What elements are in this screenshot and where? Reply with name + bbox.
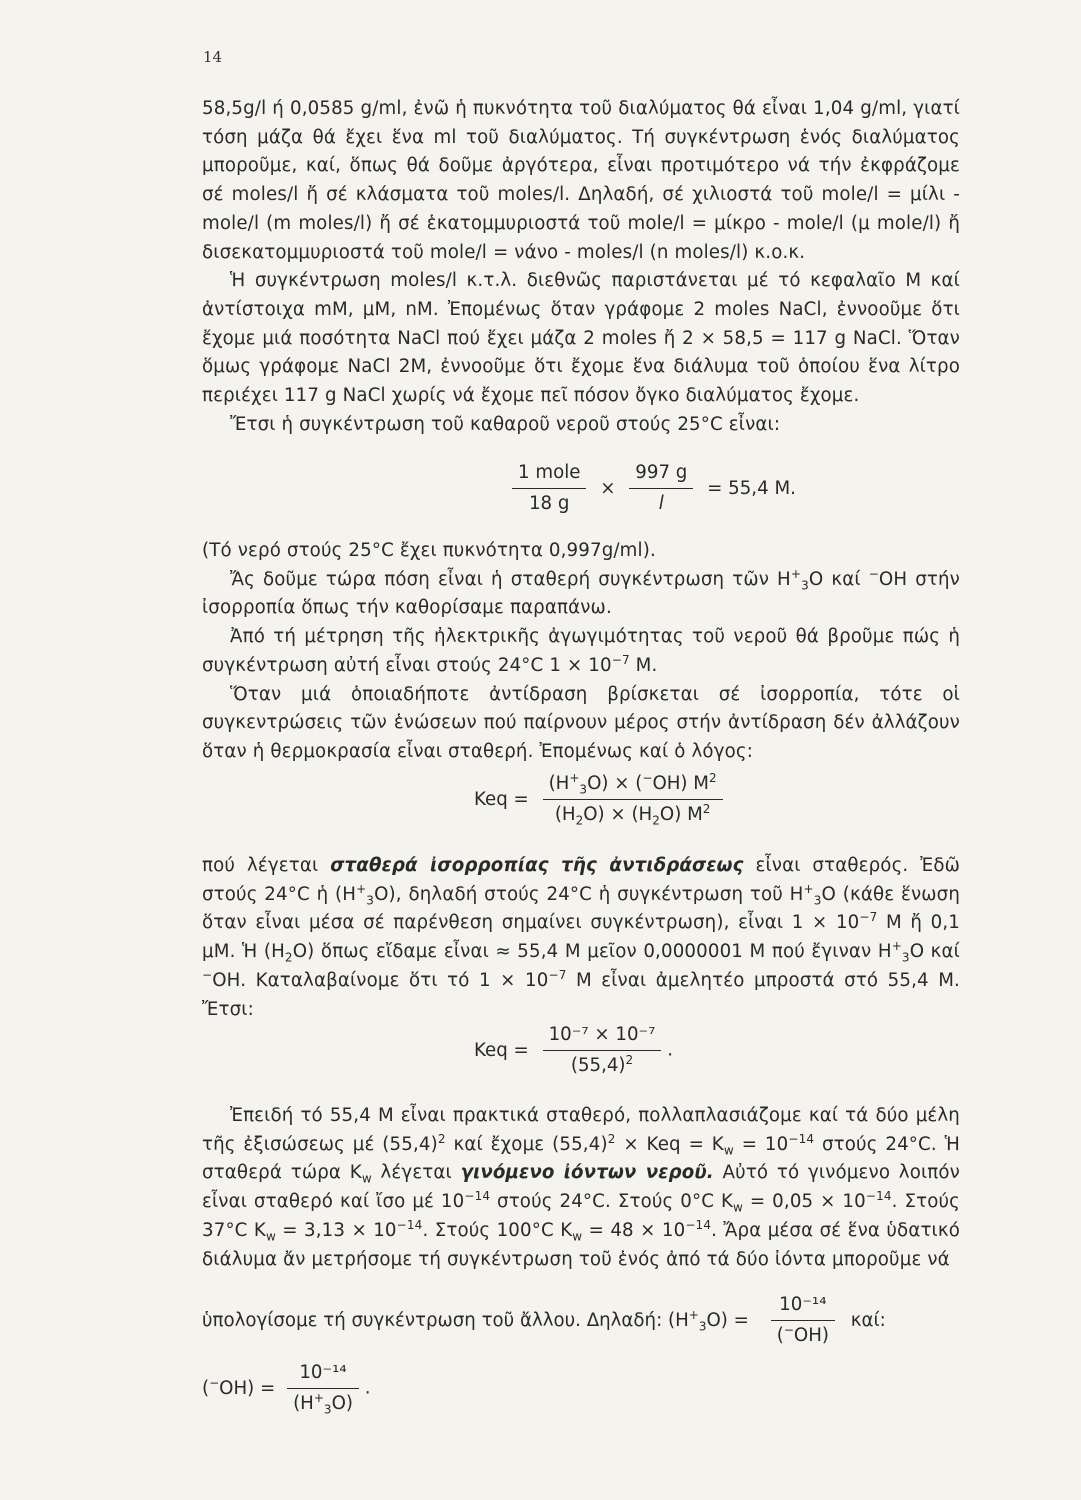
paragraph-8: πού λέγεται σταθερά ἰσορροπίας τῆς ἀντιδράσεως εἶναι σταθερός. Ἐδῶ στούς 24°C ἡ $(H^+_3O)$, δηλαδή στούς 24°C ἡ συγκέντρωση τοῦ $H^+_3O$ (κάθε ἕνωση ὅταν εἶναι μέσα σέ παρένθεση σημαίνει συγκέντρωση), εἶναι $1 \times 10^{-7}$ M ἤ 0,1 μM. Ἡ $(H_2O)$ ὅπως εἴδαμε εἶναι ≈ 55,4 M μεῖον 0,0000001 M πού ἔγιναν $H^+_3O$ καί −OH. Καταλαβαίνομε ὅτι τό $1 \times 10^{-7}$ M εἶναι ἀμελητέο μπροστά στό 55,4 M. Ἔτσι: [202,855,961,1020]
text-block-1 [202,95,960,439]
paragraph-7: Ὅταν μιά ὁποιαδήποτε ἀντίδραση βρίσκεται σέ ἰσορροπία, τότε οἱ συγκεντρώσεις τῶν ἑνώσεων πού παίρνουν μέρος στήν ἀντίδραση δέν ἀλλάζουν ὅταν ἡ θερμοκρασία εἶναι σταθερή. Ἐπομένως καί ὁ λόγος: [202,683,960,762]
fraction-mole-per-gram: $\frac{\text{1 mole}}{18 g}$ [512,458,586,519]
equation-molarity-water: $\frac{\text{1 mole}}{18 g}$ × $\frac{997 g}{l}$ = 55,4 M. [512,458,804,519]
fraction-keq: $\frac{(H^+_3O) \times (^-OH) M^2}{(H_2O) \times (H_2O) M^2}$ [543,769,723,830]
paragraph-6: Ἀπό τή μέτρηση τῆς ἠλεκτρικῆς ἀγωγιμότητας τοῦ νεροῦ θά βροῦμε πώς ἡ συγκέντρωση αὐτή εἶναι στούς 24°C $1 \times 10^{-7}$ M. [202,626,960,676]
paragraph-9: Ἐπειδή τό 55,4 M εἶναι πρακτικά σταθερό, πολλαπλασιάζομε καί τά δύο μέλη τῆς ἐξισώσεως μέ $(55,4)^2$ καί ἔχομε $(55,4)^2$ × Keq = $K_w = 10^{-14}$ στούς 24°C. Ἡ σταθερά τώρα $K_w$ λέγεται γινόμενο ἰόντων νεροῦ. Αὐτό τό γινόμενο λοιπόν εἶναι σταθερό καί ἴσο μέ $10^{-14}$ στούς 24°C. Στούς 0°C $K_w = 0,05 \times 10^{-14}$. Στούς 37°C $K_w = 3,13 \times 10^{-14}$. Στούς 100°C $K_w = 48 \times 10^{-14}$. Ἄρα μέσα σέ ἕνα ὑδατικό διάλυμα ἄν μετρήσομε τή συγκέντρωση τοῦ ἑνός ἀπό τά δύο ἰόντα μποροῦμε νά [202,1105,961,1270]
text-block-4 [202,1102,960,1274]
paragraph-4: (Τό νερό στούς 25°C ἔχει πυκνότητα 0,997g/ml). [202,540,656,561]
equation-oh: (−OH) = $\frac{\text{10⁻¹⁴}}{(H^+_3O)}$ . [202,1358,371,1419]
page-number: 14 [203,48,223,66]
final-line: ὑπολογίσομε τή συγκέντρωση τοῦ ἄλλου. Δηλαδή: $(H^+_3O)$ = $\frac{\text{10⁻¹⁴}}{(^-OH)}$ καί: [202,1290,886,1351]
text-block-3 [202,852,960,1024]
paragraph-3: Ἔτσι ἡ συγκέντρωση τοῦ καθαροῦ νεροῦ στούς 25°C εἶναι: [230,413,781,435]
equation-keq-definition: Keq = $\frac{(H^+_3O) \times (^-OH) M^2}{(H_2O) \times (H_2O) M^2}$ [474,769,723,830]
fraction-h3o: $\frac{\text{10⁻¹⁴}}{(^-OH)}$ [771,1290,835,1351]
equation-keq-numeric: Keq = $\frac{\text{10⁻⁷ × 10⁻⁷}}{(55,4)^2}$ . [474,1020,673,1081]
text-block-2 [202,537,960,767]
fraction-oh: $\frac{\text{10⁻¹⁴}}{(H^+_3O)}$ [287,1358,359,1419]
fraction-gram-per-litre: $\frac{997 g}{l}$ [629,458,693,519]
paragraph-1: 58,5g/l ή 0,0585 g/ml, ἐνῶ ἡ πυκνότητα τοῦ διαλύματος θά εἶναι 1,04 g/ml, γιατί τόση μάζα θά ἔχει ἕνα ml τοῦ διαλύματος. Τή συγκέντρωση ἑνός διαλύματος μποροῦμε, καί, ὅπως θά δοῦμε ἀργότερα, εἶναι προτιμότερο νά τήν ἐκφράζομε σέ moles/l ἤ σέ κλάσματα τοῦ moles/l. Δηλαδή, σέ χιλιοστά τοῦ mole/l = μίλι - mole/l (m moles/l) ἤ σέ ἑκατομμυριοστά τοῦ mole/l = μίκρο - mole/l (μ mole/l) ἤ δισεκατομμυριοστά τοῦ mole/l = νάνο - moles/l (n moles/l) κ.ο.κ. [202,98,960,263]
term-ion-product-water: γινόμενο ἰόντων νεροῦ. [460,1162,714,1184]
paragraph-2: Ἡ συγκέντρωση moles/l κ.τ.λ. διεθνῶς παριστάνεται μέ τό κεφαλαῖο M καί ἀντίστοιχα mM, μM, nM. Ἐπομένως ὅταν γράφομε 2 moles NaCl, ἐννοοῦμε ὅτι ἔχομε μιά ποσότητα NaCl πού ἔχει μάζα 2 moles ἤ 2 × 58,5 = 117 g NaCl. Ὅταν ὅμως γράφομε NaCl 2M, ἐννοοῦμε ὅτι ἔχομε ἕνα διάλυμα τοῦ ὁποίου ἕνα λίτρο περιέχει 117 g NaCl χωρίς νά ἔχομε πεῖ πόσον ὄγκο διαλύματος ἔχομε. [202,270,960,407]
paragraph-5: Ἄς δοῦμε τώρα πόση εἶναι ἡ σταθερή συγκέντρωση τῶν $H^+_3O$ καί −OH στήν ἰσορροπία ὅπως τήν καθορίσαμε παραπάνω. [202,566,960,619]
fraction-keq-numeric: $\frac{\text{10⁻⁷ × 10⁻⁷}}{(55,4)^2}$ [543,1020,662,1081]
term-equilibrium-constant: σταθερά ἰσορροπίας τῆς ἀντιδράσεως [330,855,744,876]
